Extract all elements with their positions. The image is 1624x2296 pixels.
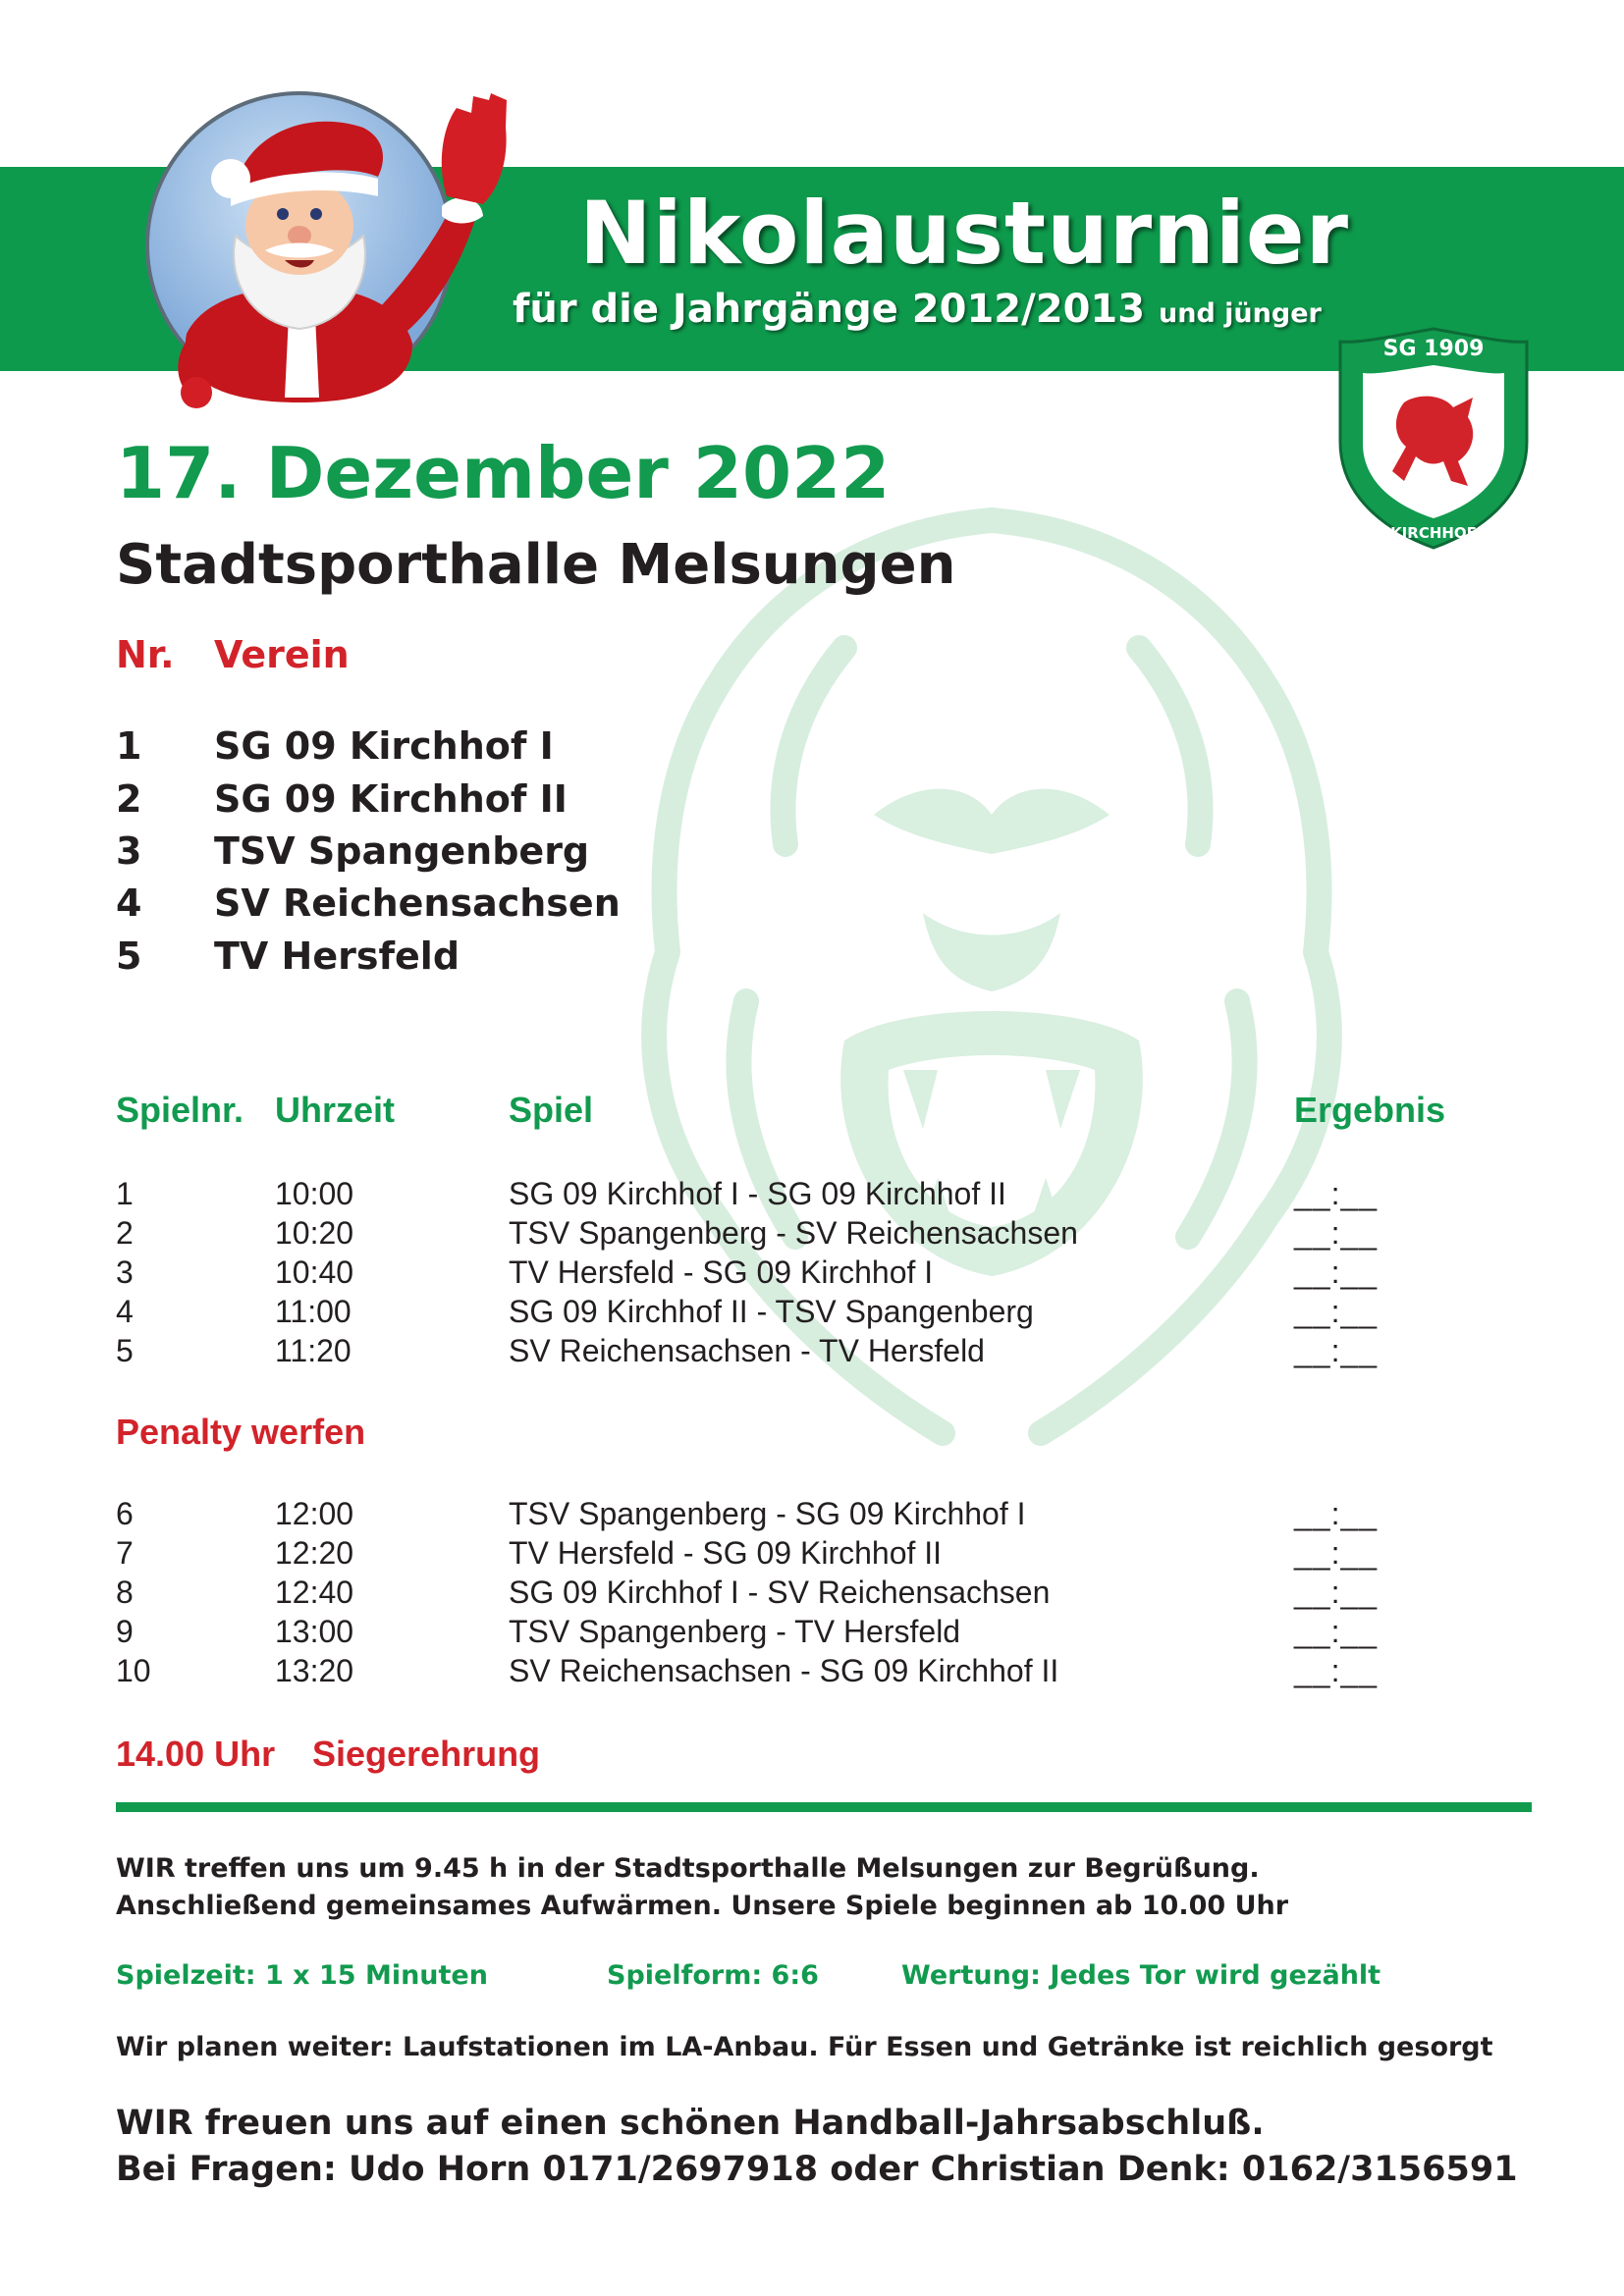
game-result: __:__: [1294, 1614, 1379, 1649]
game-nr: 4: [116, 1294, 134, 1329]
game-result: __:__: [1294, 1176, 1379, 1211]
schedule-head-time: Uhrzeit: [275, 1090, 396, 1130]
club-list-item: [116, 934, 460, 978]
game-match: SV Reichensachsen - SG 09 Kirchhof II: [509, 1653, 1059, 1688]
schedule-row: [116, 1176, 1392, 1215]
game-result: __:__: [1294, 1575, 1379, 1610]
game-match: TV Hersfeld - SG 09 Kirchhof I: [509, 1255, 934, 1290]
age-group-main: für die Jahrgänge 2012/2013: [513, 287, 1146, 332]
game-match: TSV Spangenberg - SV Reichensachsen: [509, 1215, 1078, 1251]
game-time: 10:20: [275, 1215, 354, 1251]
game-result: __:__: [1294, 1255, 1379, 1290]
game-nr: 3: [116, 1255, 134, 1290]
game-time: 11:20: [275, 1333, 352, 1368]
game-nr: 1: [116, 1176, 134, 1211]
club-nr: 2: [116, 777, 142, 821]
age-group-subtitle: [513, 287, 1322, 332]
info-wertung: Wertung: Jedes Tor wird gezählt: [901, 1960, 1381, 1991]
game-nr: 8: [116, 1575, 134, 1610]
closing-line-2: Bei Fragen: Udo Horn 0171/2697918 oder Christian Denk: 0162/3156591: [116, 2150, 1518, 2189]
game-match: SV Reichensachsen - TV Hersfeld: [509, 1333, 985, 1368]
clubs-head-name: Verein: [214, 633, 350, 676]
info-spielzeit: Spielzeit: 1 x 15 Minuten: [116, 1960, 488, 1991]
schedule-row: [116, 1653, 1392, 1692]
penalty-title: Penalty werfen: [116, 1412, 366, 1452]
club-list-item: [116, 881, 621, 925]
game-result: __:__: [1294, 1535, 1379, 1571]
club-name: TSV Spangenberg: [214, 829, 590, 873]
club-nr: 3: [116, 829, 142, 873]
game-time: 11:00: [275, 1294, 352, 1329]
game-result: __:__: [1294, 1294, 1379, 1329]
logo-top-text: SG 1909: [1382, 337, 1485, 361]
game-time: 10:40: [275, 1255, 354, 1290]
club-list-item: [116, 829, 589, 873]
award-label: Siegerehrung: [312, 1734, 541, 1774]
game-nr: 5: [116, 1333, 134, 1368]
game-result: __:__: [1294, 1653, 1379, 1688]
club-name: TV Hersfeld: [214, 934, 460, 978]
clubs-head-nr: Nr.: [116, 633, 175, 676]
game-result: __:__: [1294, 1215, 1379, 1251]
game-nr: 10: [116, 1653, 151, 1688]
schedule-row: [116, 1496, 1392, 1535]
schedule-row: [116, 1575, 1392, 1614]
game-match: TV Hersfeld - SG 09 Kirchhof II: [509, 1535, 943, 1571]
age-group-suffix: und jünger: [1159, 298, 1322, 329]
game-match: TSV Spangenberg - TV Hersfeld: [509, 1614, 961, 1649]
game-match: SG 09 Kirchhof I - SG 09 Kirchhof II: [509, 1176, 1006, 1211]
club-logo: [1335, 324, 1532, 550]
schedule-row: [116, 1215, 1392, 1255]
award-time: 14.00 Uhr: [116, 1734, 276, 1774]
game-nr: 6: [116, 1496, 134, 1531]
event-date: 17. Dezember 2022: [116, 432, 891, 514]
game-match: SG 09 Kirchhof I - SV Reichensachsen: [509, 1575, 1051, 1610]
schedule-head-result: Ergebnis: [1294, 1090, 1446, 1130]
game-result: __:__: [1294, 1333, 1379, 1368]
schedule-row: [116, 1255, 1392, 1294]
game-nr: 2: [116, 1215, 134, 1251]
game-match: TSV Spangenberg - SG 09 Kirchhof I: [509, 1496, 1026, 1531]
schedule-head-nr: Spielnr.: [116, 1090, 244, 1130]
game-time: 10:00: [275, 1176, 354, 1211]
club-nr: 5: [116, 934, 142, 978]
club-list-item: [116, 777, 568, 821]
schedule-row: [116, 1535, 1392, 1575]
game-time: 12:40: [275, 1575, 354, 1610]
schedule-head-match: Spiel: [509, 1090, 594, 1130]
club-nr: 1: [116, 724, 142, 768]
info-line-1: WIR treffen uns um 9.45 h in der Stadtsporthalle Melsungen zur Begrüßung.: [116, 1853, 1260, 1884]
game-nr: 9: [116, 1614, 134, 1649]
schedule-row: [116, 1614, 1392, 1653]
club-list-item: [116, 724, 554, 768]
club-name: SG 09 Kirchhof I: [214, 724, 554, 768]
club-name: SG 09 Kirchhof II: [214, 777, 568, 821]
game-nr: 7: [116, 1535, 134, 1571]
game-time: 12:00: [275, 1496, 354, 1531]
tournament-title: Nikolausturnier: [579, 183, 1350, 284]
game-result: __:__: [1294, 1496, 1379, 1531]
game-time: 13:00: [275, 1614, 354, 1649]
schedule-row: [116, 1294, 1392, 1333]
game-match: SG 09 Kirchhof II - TSV Spangenberg: [509, 1294, 1034, 1329]
event-venue: Stadtsporthalle Melsungen: [116, 533, 956, 597]
closing-line-1: WIR freuen uns auf einen schönen Handball-Jahrsabschluß.: [116, 2104, 1265, 2143]
club-name: SV Reichensachsen: [214, 881, 621, 925]
info-line-3: Wir planen weiter: Laufstationen im LA-Anbau. Für Essen und Getränke ist reichlich gesorgt: [116, 2032, 1493, 2062]
club-nr: 4: [116, 881, 142, 925]
game-time: 13:20: [275, 1653, 354, 1688]
game-time: 12:20: [275, 1535, 354, 1571]
logo-bottom-text: KIRCHHOF: [1390, 524, 1477, 542]
info-spielform: Spielform: 6:6: [607, 1960, 819, 1991]
section-divider: [116, 1802, 1532, 1812]
info-line-2: Anschließend gemeinsames Aufwärmen. Unsere Spiele beginnen ab 10.00 Uhr: [116, 1891, 1289, 1921]
santa-illustration: [118, 88, 511, 412]
schedule-row: [116, 1333, 1392, 1372]
